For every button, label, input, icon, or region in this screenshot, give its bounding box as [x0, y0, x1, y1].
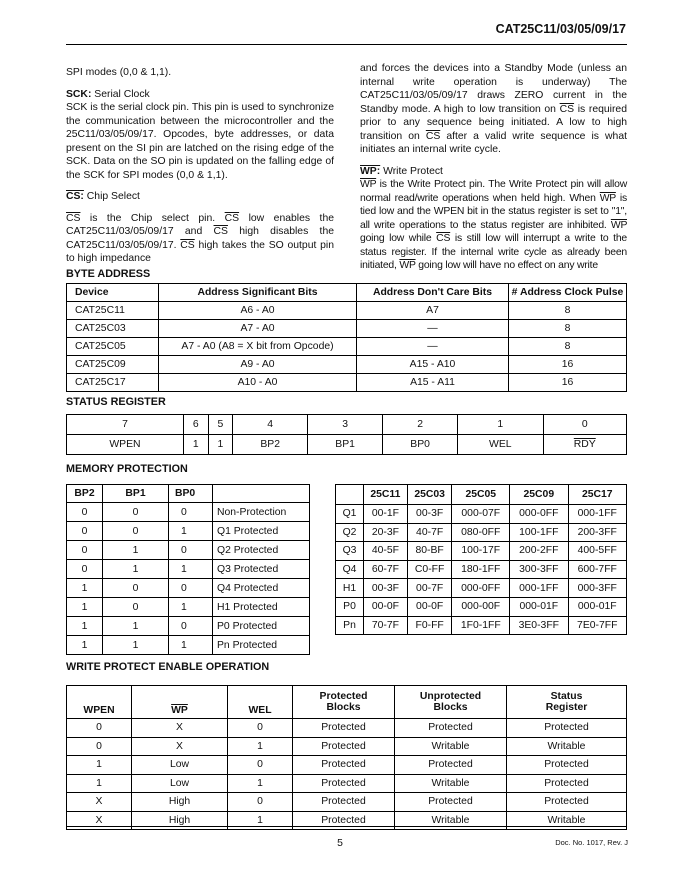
table-cell: Protected	[293, 793, 395, 812]
spi-modes-text: SPI modes (0,0 & 1,1).	[66, 67, 172, 78]
table-row	[67, 636, 310, 655]
table-cell: 0	[103, 579, 169, 598]
table-cell: 1	[169, 522, 213, 541]
column-header: Unprotected Blocks	[395, 686, 507, 719]
table-cell: 0	[228, 756, 293, 775]
table-cell: A15 - A10	[357, 356, 509, 374]
page-number: 5	[337, 838, 343, 849]
table-cell: 0	[169, 541, 213, 560]
byte-address-header-row	[67, 284, 627, 302]
standby-paragraph	[360, 62, 627, 157]
table-cell: Protected	[293, 719, 395, 738]
cs-ref: $\overline{CS}$	[425, 130, 441, 142]
table-cell: P0	[336, 597, 364, 616]
table-cell: Writable	[395, 737, 507, 756]
table-cell: 1	[103, 636, 169, 655]
wp-ref: $\overline{WP}$	[599, 192, 616, 204]
table-cell: 1	[67, 636, 103, 655]
table-cell: 100-17F	[452, 542, 510, 561]
cs-title: Chip Select	[83, 191, 140, 202]
status-bit-number: 2	[383, 415, 458, 435]
table-cell: Protected	[507, 719, 627, 738]
table-cell: 200-3FF	[568, 523, 626, 542]
sck-heading	[66, 88, 334, 102]
table-cell: 0	[228, 793, 293, 812]
table-row	[336, 560, 627, 579]
table-cell: 1	[67, 617, 103, 636]
cs-ref: $\overline{CS}$	[213, 226, 228, 237]
table-cell: Q3 Protected	[213, 560, 310, 579]
table-row	[67, 503, 310, 522]
memory-protection-title: MEMORY PROTECTION	[66, 463, 188, 475]
status-bit-name: BP0	[383, 435, 458, 455]
table-cell: High	[132, 793, 228, 812]
table-cell: A9 - A0	[159, 356, 357, 374]
table-row	[336, 597, 627, 616]
table-cell: 0	[67, 522, 103, 541]
status-bit-name: BP2	[233, 435, 308, 455]
table-cell: Pn	[336, 616, 364, 635]
table-cell: 8	[509, 338, 627, 356]
table-cell: 1F0-1FF	[452, 616, 510, 635]
table-cell: 1	[228, 811, 293, 830]
wp-text-2: is tied low and the WPEN bit in the status register is set to "1", all write operations to the status register are inhibited.	[360, 192, 627, 231]
table-row	[67, 598, 310, 617]
write-protect-title: WRITE PROTECT ENABLE OPERATION	[66, 661, 270, 673]
cs-text-1: is the Chip select pin.	[80, 212, 225, 224]
table-cell: 00-0F	[364, 597, 408, 616]
wp-description	[360, 178, 627, 273]
table-cell: 80-BF	[407, 542, 452, 561]
table-row	[67, 560, 310, 579]
table-cell: 100-1FF	[510, 523, 568, 542]
column-header: WEL	[228, 686, 293, 719]
table-cell: Protected	[395, 756, 507, 775]
wp-text-3: going low while	[360, 233, 437, 244]
table-cell: 1	[169, 598, 213, 617]
table-cell: 000-07F	[452, 505, 510, 524]
table-cell: A7	[357, 302, 509, 320]
table-row	[67, 617, 310, 636]
table-cell: 00-3F	[407, 505, 452, 524]
table-cell: 000-0FF	[510, 505, 568, 524]
status-register-title: STATUS REGISTER	[66, 396, 166, 408]
address-range-table	[335, 484, 627, 635]
table-cell: 1	[103, 560, 169, 579]
table-cell: 16	[509, 374, 627, 392]
table-cell: 00-0F	[407, 597, 452, 616]
table-row	[336, 523, 627, 542]
table-row	[67, 541, 310, 560]
column-header: 25C17	[568, 485, 626, 505]
table-cell: 180-1FF	[452, 560, 510, 579]
status-bit-name: 1	[208, 435, 233, 455]
cs-ref: $\overline{CS}$	[224, 212, 240, 224]
table-cell: 1	[67, 774, 132, 793]
status-register-table	[66, 414, 627, 455]
status-bit-name: $\overline{RDY}$	[543, 435, 626, 455]
cs-ref: $\overline{CS}$	[180, 239, 195, 251]
table-row	[67, 737, 627, 756]
table-cell: Q4 Protected	[213, 579, 310, 598]
status-bit-number: 3	[308, 415, 383, 435]
column-header: Address Don't Care Bits	[357, 284, 509, 302]
table-cell: 400-5FF	[568, 542, 626, 561]
table-cell: CAT25C11	[67, 302, 159, 320]
table-cell: 7E0-7FF	[568, 616, 626, 635]
table-cell: 1	[67, 579, 103, 598]
table-cell: Protected	[507, 756, 627, 775]
status-bit-name: WPEN	[67, 435, 184, 455]
table-cell: Q4	[336, 560, 364, 579]
cs-ref: $\overline{CS}$	[436, 233, 451, 244]
table-cell: H1	[336, 579, 364, 598]
table-row	[336, 579, 627, 598]
table-cell: Protected	[293, 811, 395, 830]
table-cell: A6 - A0	[159, 302, 357, 320]
column-header	[213, 485, 310, 503]
column-header: Address Significant Bits	[159, 284, 357, 302]
table-cell: Q3	[336, 542, 364, 561]
write-protect-table	[66, 685, 627, 830]
table-cell: 000-1FF	[510, 579, 568, 598]
column-header: BP1	[103, 485, 169, 503]
table-cell: Q2 Protected	[213, 541, 310, 560]
table-row	[67, 719, 627, 738]
table-cell: Protected	[293, 774, 395, 793]
column-header: BP0	[169, 485, 213, 503]
status-bit-name: BP1	[308, 435, 383, 455]
sck-title: Serial Clock	[91, 88, 150, 100]
status-bit-number: 4	[233, 415, 308, 435]
column-header: $\overline{WP}$	[132, 686, 228, 719]
table-cell: 200-2FF	[510, 542, 568, 561]
wp-ref: $\overline{WP}$	[399, 260, 416, 271]
table-row	[67, 338, 627, 356]
block-protect-table	[66, 484, 310, 655]
table-cell: 0	[169, 579, 213, 598]
status-bit-name: WEL	[458, 435, 543, 455]
wp-heading	[360, 165, 627, 179]
byte-address-title: BYTE ADDRESS	[66, 268, 151, 280]
column-header: Status Register	[507, 686, 627, 719]
status-bit-number: 0	[543, 415, 626, 435]
table-cell: CAT25C05	[67, 338, 159, 356]
table-cell: Protected	[395, 719, 507, 738]
table-cell: 40-7F	[407, 523, 452, 542]
wp-text-4: is still low will interrupt a write to the status register. If the internal write cycle as already been initiated,	[360, 233, 627, 271]
table-cell: 0	[67, 541, 103, 560]
wp-title: Write Protect	[380, 165, 443, 177]
table-cell: A7 - A0 (A8 = X bit from Opcode)	[159, 338, 357, 356]
cs-text-4: high takes the SO output pin to high impedance	[66, 239, 334, 264]
table-row	[67, 774, 627, 793]
table-cell: 1	[228, 737, 293, 756]
table-cell: Pn Protected	[213, 636, 310, 655]
table-cell: 0	[228, 719, 293, 738]
table-cell: X	[67, 811, 132, 830]
cs-text-2: low enables the CAT25C11/03/05/09/17 and	[66, 212, 334, 237]
table-cell: Writable	[507, 811, 627, 830]
status-bit-name-row	[67, 435, 627, 455]
block-protect-header-row	[67, 485, 310, 503]
table-cell: 8	[509, 320, 627, 338]
page-header-part-number: CAT25C11/03/05/09/17	[495, 22, 626, 36]
table-cell: Q1 Protected	[213, 522, 310, 541]
table-cell: Q1	[336, 505, 364, 524]
table-cell: 0	[169, 503, 213, 522]
table-cell: 00-1F	[364, 505, 408, 524]
wp-text-5: going low will have no effect on any write	[415, 260, 598, 271]
cs-ref: $\overline{CS}$	[66, 212, 81, 224]
table-cell: 000-0FF	[452, 579, 510, 598]
table-row	[67, 756, 627, 775]
table-row	[67, 302, 627, 320]
table-cell: 0	[67, 560, 103, 579]
table-cell: 1	[169, 636, 213, 655]
table-cell: 000-00F	[452, 597, 510, 616]
table-cell: Writable	[395, 774, 507, 793]
table-cell: Protected	[293, 756, 395, 775]
table-row	[67, 579, 310, 598]
table-row	[336, 542, 627, 561]
table-cell: 1	[169, 560, 213, 579]
header-rule	[66, 44, 627, 45]
column-header: Device	[67, 284, 159, 302]
column-header: 25C05	[452, 485, 510, 505]
table-cell: 40-5F	[364, 542, 408, 561]
table-cell: A7 - A0	[159, 320, 357, 338]
wp-ref: $\overline{WP}$	[360, 179, 377, 190]
standby-text-1: and forces the devices into a Standby Mode (unless an internal write operation is underway) The CAT25C11/03/05/09/17 draws ZERO current in the Standby mode. A high to low transition on	[360, 63, 627, 115]
table-cell: 0	[67, 503, 103, 522]
table-cell: 60-7F	[364, 560, 408, 579]
cs-pin-label: CS:	[66, 191, 84, 202]
document-number: Doc. No. 1017, Rev. J	[555, 838, 628, 847]
table-cell: 8	[509, 302, 627, 320]
status-bit-number: 1	[458, 415, 543, 435]
table-cell: 080-0FF	[452, 523, 510, 542]
table-row	[67, 356, 627, 374]
table-cell: —	[357, 338, 509, 356]
table-row	[67, 522, 310, 541]
table-cell: CAT25C03	[67, 320, 159, 338]
table-cell: 0	[67, 719, 132, 738]
byte-address-table	[66, 283, 627, 392]
table-cell: 1	[67, 598, 103, 617]
right-column	[360, 62, 627, 273]
table-cell: 000-01F	[568, 597, 626, 616]
cs-heading	[66, 190, 334, 204]
table-cell: Low	[132, 774, 228, 793]
table-row	[336, 505, 627, 524]
table-cell: Protected	[395, 793, 507, 812]
table-cell: A10 - A0	[159, 374, 357, 392]
table-cell: 00-3F	[364, 579, 408, 598]
table-cell: 1	[103, 617, 169, 636]
column-header: Protected Blocks	[293, 686, 395, 719]
table-cell: C0-FF	[407, 560, 452, 579]
table-cell: 0	[103, 503, 169, 522]
column-header: # Address Clock Pulse	[509, 284, 627, 302]
cs-text-3: high disables the CAT25C11/03/05/09/17.	[66, 226, 335, 251]
table-cell: Protected	[507, 793, 627, 812]
column-header: 25C09	[510, 485, 568, 505]
table-cell: 000-1FF	[568, 505, 626, 524]
table-cell: Non-Protection	[213, 503, 310, 522]
table-row	[67, 374, 627, 392]
table-cell: 0	[169, 617, 213, 636]
table-cell: X	[67, 793, 132, 812]
table-cell: 1	[228, 774, 293, 793]
cs-description	[66, 212, 334, 266]
cs-ref: $\overline{CS}$	[559, 103, 575, 115]
wp-pin-label: WP:	[360, 165, 381, 177]
table-cell: X	[132, 719, 228, 738]
column-header: 25C03	[407, 485, 452, 505]
table-cell: 1	[103, 541, 169, 560]
wp-ref: $\overline{WP}$	[610, 219, 627, 231]
table-cell: P0 Protected	[213, 617, 310, 636]
table-cell: 20-3F	[364, 523, 408, 542]
table-cell: Writable	[507, 737, 627, 756]
left-column	[66, 66, 334, 266]
status-bit-name: 1	[183, 435, 208, 455]
table-cell: CAT25C09	[67, 356, 159, 374]
status-bit-number-row	[67, 415, 627, 435]
write-protect-header-row	[67, 686, 627, 719]
wp-text-1: is the Write Protect pin. The Write Protect pin will allow normal read/write operations when held high. When	[360, 179, 627, 204]
table-row	[67, 320, 627, 338]
table-cell: Protected	[507, 774, 627, 793]
table-cell: Protected	[293, 737, 395, 756]
address-range-header-row	[336, 485, 627, 505]
table-cell: F0-FF	[407, 616, 452, 635]
table-cell: H1 Protected	[213, 598, 310, 617]
table-row	[67, 793, 627, 812]
footer-rule	[66, 826, 627, 827]
column-header: 25C11	[364, 485, 408, 505]
table-cell: 000-3FF	[568, 579, 626, 598]
table-cell: 300-3FF	[510, 560, 568, 579]
table-cell: A15 - A11	[357, 374, 509, 392]
table-cell: —	[357, 320, 509, 338]
table-cell: High	[132, 811, 228, 830]
table-cell: 16	[509, 356, 627, 374]
table-cell: Q2	[336, 523, 364, 542]
table-cell: 3E0-3FF	[510, 616, 568, 635]
standby-text-2: is required prior to any sequence being initiated. A low to high transition on	[360, 103, 627, 142]
column-header	[336, 485, 364, 505]
status-bit-number: 7	[67, 415, 184, 435]
table-cell: 000-01F	[510, 597, 568, 616]
table-cell: 70-7F	[364, 616, 408, 635]
table-cell: 00-7F	[407, 579, 452, 598]
table-cell: Low	[132, 756, 228, 775]
table-cell: Writable	[395, 811, 507, 830]
column-header: BP2	[67, 485, 103, 503]
table-cell: X	[132, 737, 228, 756]
standby-text-3: after a valid write sequence is what initiates an internal write cycle.	[360, 130, 627, 155]
table-cell: 0	[67, 737, 132, 756]
table-cell: 1	[67, 756, 132, 775]
table-row	[336, 616, 627, 635]
column-header: WPEN	[67, 686, 132, 719]
status-bit-number: 5	[208, 415, 233, 435]
table-cell: CAT25C17	[67, 374, 159, 392]
table-cell: 0	[103, 598, 169, 617]
sck-description: SCK is the serial clock pin. This pin is used to synchronize the communication between the microcontroller and the 25C11/03/05/09/17. Opcodes, byte addresses, or data present on the SI pin are latched on the rising edge of the SCK. Data on the SO pin is updated on the falling edge of the SCK for SPI modes (0,0 & 1,1).	[66, 102, 334, 181]
status-bit-number: 6	[183, 415, 208, 435]
sck-pin-label: SCK:	[66, 88, 92, 100]
table-cell: 0	[103, 522, 169, 541]
table-cell: 600-7FF	[568, 560, 626, 579]
